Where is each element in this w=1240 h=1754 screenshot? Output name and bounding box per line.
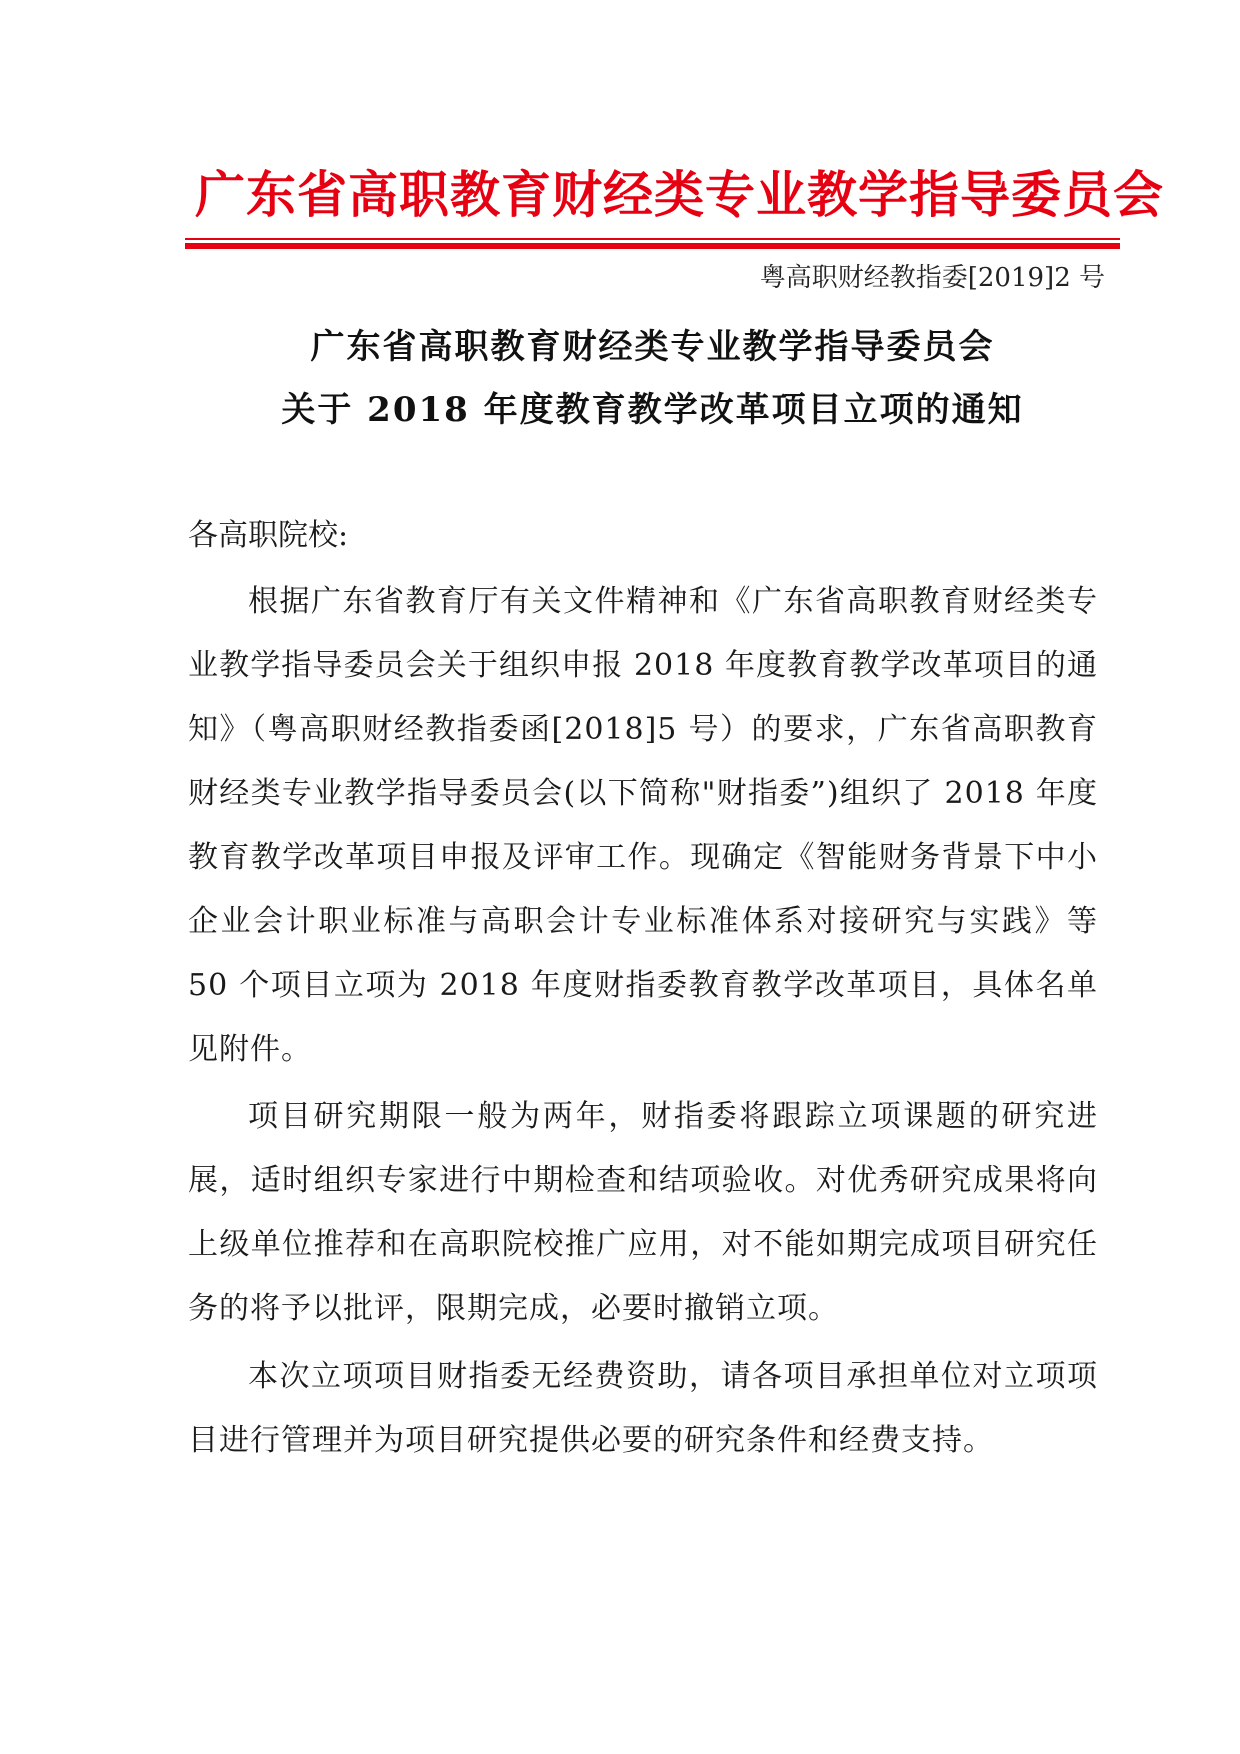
document-number: 粤高职财经教指委[2019]2 号	[759, 263, 1105, 293]
letterhead-rule-thin	[185, 238, 1120, 240]
notice-title-line-2: 关于 2018 年度教育教学改革项目立项的通知	[281, 390, 1024, 430]
letterhead-title: 广东省高职教育财经类专业教学指导委员会	[195, 166, 1164, 224]
body-paragraph-1: 根据广东省教育厅有关文件精神和《广东省高职教育财经类专业教学指导委员会关于组织申报 2018 年度教育教学改革项目的通知》（粤高职财经教指委函[2018]5 号）的要求，广东省高职教育财经类专业教学指导委员会(以下简称"财指委”)组织了 2018 年度教育教学改革项目申报及评审工作。现确定《智能财务背景下中小企业会计职业标准与高职会计专业标准体系对接研究与实践》等 50 个项目立项为 2018 年度财指委教育教学改革项目，具体名单见附件。	[188, 584, 1098, 1067]
notice-title-line-1: 广东省高职教育财经类专业教学指导委员会	[310, 327, 995, 367]
salutation: 各高职院校:	[188, 518, 349, 553]
letterhead-rule-thick	[185, 243, 1120, 249]
body-paragraph-3: 本次立项项目财指委无经费资助，请各项目承担单位对立项项目进行管理并为项目研究提供必要的研究条件和经费支持。	[188, 1359, 1098, 1458]
body-paragraph-2: 项目研究期限一般为两年，财指委将跟踪立项课题的研究进展，适时组织专家进行中期检查和结项验收。对优秀研究成果将向上级单位推荐和在高职院校推广应用，对不能如期完成项目研究任务的将予以批评，限期完成，必要时撤销立项。	[188, 1099, 1098, 1326]
